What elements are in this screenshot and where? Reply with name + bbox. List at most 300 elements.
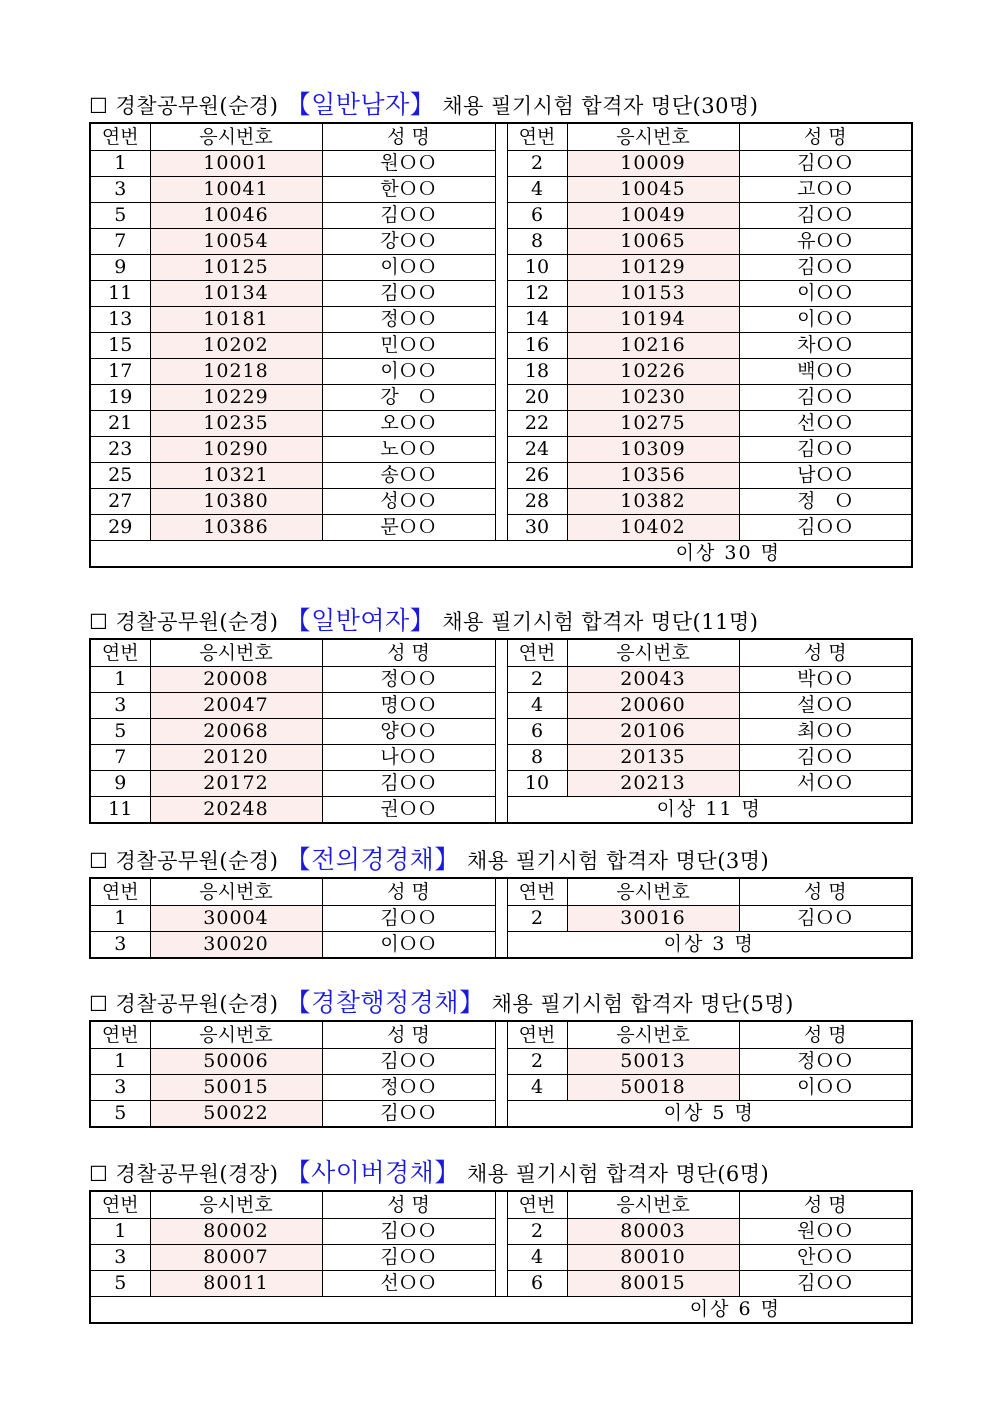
table-row [90,906,912,932]
name-cell: 이ＯＯ [322,932,495,959]
name-cell: 원ＯＯ [322,151,495,177]
column-gap [495,177,507,203]
seq-cell: 10 [507,255,567,281]
header-seq: 연번 [90,878,150,906]
exam-number-cell: 10181 [150,307,322,333]
seq-cell: 5 [90,1101,150,1128]
name-cell: 김ＯＯ [739,255,912,281]
exam-number-cell: 30004 [150,906,322,932]
column-gap [495,1101,507,1128]
exam-number-cell: 10226 [567,359,739,385]
exam-number-cell: 10356 [567,463,739,489]
exam-number-cell: 20213 [567,771,739,797]
exam-number-cell: 10045 [567,177,739,203]
column-gap [495,797,507,824]
seq-cell: 25 [90,463,150,489]
exam-number-cell: 10202 [150,333,322,359]
exam-number-cell: 50015 [150,1075,322,1101]
table-row [90,411,912,437]
total-row [90,1297,912,1324]
column-gap [495,307,507,333]
exam-number-cell: 10230 [567,385,739,411]
name-cell: 이ＯＯ [322,359,495,385]
name-cell: 김ＯＯ [322,771,495,797]
seq-cell: 18 [507,359,567,385]
heading-suffix: 채용 필기시험 합격자 명단(6명) [459,1162,770,1186]
total-row [90,541,912,568]
seq-cell: 5 [90,203,150,229]
name-cell: 선ＯＯ [322,1271,495,1297]
section-heading [89,843,913,877]
exam-number-cell: 10125 [150,255,322,281]
roster-section [89,843,913,959]
header-exam-no: 응시번호 [150,1021,322,1049]
column-gap [495,906,507,932]
name-cell: 문ＯＯ [322,515,495,541]
exam-number-cell: 80003 [567,1219,739,1245]
seq-cell: 28 [507,489,567,515]
heading-suffix: 채용 필기시험 합격자 명단(11명) [435,610,759,634]
table-row [90,203,912,229]
seq-cell: 3 [90,1245,150,1271]
header-seq: 연번 [507,123,567,151]
header-name: 성 명 [322,878,495,906]
name-cell: 나ＯＯ [322,745,495,771]
seq-cell: 5 [90,719,150,745]
column-gap [495,771,507,797]
heading-suffix: 채용 필기시험 합격자 명단(3명) [459,849,770,873]
header-name: 성 명 [739,1021,912,1049]
seq-cell: 20 [507,385,567,411]
seq-cell: 9 [90,771,150,797]
name-cell: 설ＯＯ [739,693,912,719]
header-seq: 연번 [507,1021,567,1049]
column-gap [495,719,507,745]
exam-number-cell: 50018 [567,1075,739,1101]
column-gap [495,932,507,959]
exam-number-cell: 20060 [567,693,739,719]
exam-number-cell: 80007 [150,1245,322,1271]
exam-number-cell: 20135 [567,745,739,771]
column-gap [495,255,507,281]
roster-table [89,877,913,959]
exam-number-cell: 50013 [567,1049,739,1075]
exam-number-cell: 10309 [567,437,739,463]
name-cell: 정ＯＯ [739,1049,912,1075]
exam-number-cell: 80002 [150,1219,322,1245]
table-row [90,177,912,203]
seq-cell: 4 [507,693,567,719]
name-cell: 오ＯＯ [322,411,495,437]
column-gap [495,151,507,177]
exam-number-cell: 20120 [150,745,322,771]
name-cell: 김ＯＯ [739,385,912,411]
name-cell: 양ＯＯ [322,719,495,745]
column-gap [495,1075,507,1101]
column-gap [495,1271,507,1297]
column-gap [495,489,507,515]
exam-number-cell: 10049 [567,203,739,229]
name-cell: 이ＯＯ [739,1075,912,1101]
exam-number-cell: 20248 [150,797,322,824]
exam-number-cell: 10009 [567,151,739,177]
exam-number-cell: 20043 [567,667,739,693]
header-exam-no: 응시번호 [567,878,739,906]
seq-cell: 4 [507,1245,567,1271]
table-row [90,667,912,693]
header-exam-no: 응시번호 [567,123,739,151]
table-row [90,719,912,745]
section-heading [89,604,913,638]
seq-cell: 9 [90,255,150,281]
table-row [90,771,912,797]
table-header-row [90,1021,912,1049]
section-heading [89,1156,913,1190]
table-row [90,463,912,489]
header-exam-no: 응시번호 [567,1021,739,1049]
roster-table [89,638,913,824]
exam-number-cell: 50022 [150,1101,322,1128]
seq-cell: 21 [90,411,150,437]
seq-cell: 29 [90,515,150,541]
seq-cell: 7 [90,745,150,771]
seq-cell: 12 [507,281,567,307]
table-row [90,333,912,359]
exam-number-cell: 20172 [150,771,322,797]
name-cell: 정ＯＯ [322,1075,495,1101]
seq-cell: 16 [507,333,567,359]
exam-number-cell: 80011 [150,1271,322,1297]
name-cell: 백ＯＯ [739,359,912,385]
name-cell: 권ＯＯ [322,797,495,824]
name-cell: 선ＯＯ [739,411,912,437]
table-row [90,281,912,307]
exam-number-cell: 20047 [150,693,322,719]
name-cell: 한ＯＯ [322,177,495,203]
column-gap [495,515,507,541]
header-seq: 연번 [90,1021,150,1049]
column-gap [495,1049,507,1075]
column-gap [495,359,507,385]
heading-category: 【일반남자】 [285,90,436,119]
name-cell: 김ＯＯ [322,906,495,932]
seq-cell: 15 [90,333,150,359]
name-cell: 노ＯＯ [322,437,495,463]
heading-category: 【사이버경채】 [285,1158,460,1187]
header-exam-no: 응시번호 [150,639,322,667]
seq-cell: 3 [90,932,150,959]
name-cell: 성ＯＯ [322,489,495,515]
column-gap [495,1191,507,1219]
exam-number-cell: 10290 [150,437,322,463]
seq-cell: 22 [507,411,567,437]
exam-number-cell: 10194 [567,307,739,333]
table-row [90,1219,912,1245]
total-count: 이상 11 명 [507,797,912,824]
heading-category: 【일반여자】 [285,606,436,635]
seq-cell: 1 [90,1049,150,1075]
name-cell: 김ＯＯ [739,437,912,463]
seq-cell: 6 [507,1271,567,1297]
seq-cell: 4 [507,177,567,203]
seq-cell: 10 [507,771,567,797]
name-cell: 이ＯＯ [739,281,912,307]
header-seq: 연번 [90,639,150,667]
name-cell: 차ＯＯ [739,333,912,359]
name-cell: 김ＯＯ [322,203,495,229]
name-cell: 김ＯＯ [739,745,912,771]
exam-number-cell: 10153 [567,281,739,307]
exam-number-cell: 10134 [150,281,322,307]
seq-cell: 5 [90,1271,150,1297]
total-count: 이상 3 명 [507,932,912,959]
name-cell: 김ＯＯ [322,1101,495,1128]
seq-cell: 26 [507,463,567,489]
exam-number-cell: 20068 [150,719,322,745]
name-cell: 최ＯＯ [739,719,912,745]
seq-cell: 2 [507,906,567,932]
roster-section [89,986,913,1128]
name-cell: 안ＯＯ [739,1245,912,1271]
seq-cell: 3 [90,1075,150,1101]
table-row [90,229,912,255]
column-gap [495,693,507,719]
total-count: 이상 5 명 [507,1101,912,1128]
name-cell: 송ＯＯ [322,463,495,489]
header-seq: 연번 [507,639,567,667]
exam-number-cell: 10235 [150,411,322,437]
heading-prefix: ☐ 경찰공무원(순경) [89,849,286,873]
total-count: 이상 30 명 [90,541,912,568]
exam-number-cell: 20008 [150,667,322,693]
column-gap [495,281,507,307]
roster-table [89,1020,913,1128]
heading-prefix: ☐ 경찰공무원(경장) [89,1162,286,1186]
exam-number-cell: 10275 [567,411,739,437]
name-cell: 김ＯＯ [739,1271,912,1297]
seq-cell: 4 [507,1075,567,1101]
roster-table [89,1190,913,1324]
name-cell: 김ＯＯ [739,906,912,932]
seq-cell: 6 [507,203,567,229]
header-name: 성 명 [739,1191,912,1219]
heading-category: 【경찰행정경채】 [285,988,485,1017]
table-row [90,515,912,541]
table-row [90,693,912,719]
table-header-row [90,1191,912,1219]
header-seq: 연번 [507,1191,567,1219]
roster-section [89,1156,913,1324]
seq-cell: 2 [507,1049,567,1075]
exam-number-cell: 10402 [567,515,739,541]
seq-cell: 13 [90,307,150,333]
seq-cell: 11 [90,797,150,824]
column-gap [495,385,507,411]
table-row [90,385,912,411]
name-cell: 정 Ｏ [739,489,912,515]
exam-number-cell: 80015 [567,1271,739,1297]
name-cell: 이ＯＯ [739,307,912,333]
seq-cell: 14 [507,307,567,333]
header-exam-no: 응시번호 [567,1191,739,1219]
header-name: 성 명 [322,639,495,667]
column-gap [495,667,507,693]
name-cell: 유ＯＯ [739,229,912,255]
name-cell: 정ＯＯ [322,667,495,693]
name-cell: 원ＯＯ [739,1219,912,1245]
table-header-row [90,123,912,151]
name-cell: 박ＯＯ [739,667,912,693]
roster-table [89,122,913,568]
exam-number-cell: 50006 [150,1049,322,1075]
exam-number-cell: 10380 [150,489,322,515]
name-cell: 이ＯＯ [322,255,495,281]
exam-number-cell: 10229 [150,385,322,411]
seq-cell: 3 [90,177,150,203]
heading-suffix: 채용 필기시험 합격자 명단(5명) [484,992,794,1016]
name-cell: 김ＯＯ [322,281,495,307]
column-gap [495,878,507,906]
header-exam-no: 응시번호 [150,123,322,151]
table-row [90,932,912,959]
header-name: 성 명 [322,123,495,151]
seq-cell: 8 [507,229,567,255]
table-row [90,745,912,771]
seq-cell: 1 [90,151,150,177]
exam-number-cell: 10046 [150,203,322,229]
column-gap [495,463,507,489]
seq-cell: 6 [507,719,567,745]
seq-cell: 2 [507,151,567,177]
header-name: 성 명 [322,1191,495,1219]
exam-number-cell: 10129 [567,255,739,281]
name-cell: 민ＯＯ [322,333,495,359]
header-seq: 연번 [90,1191,150,1219]
name-cell: 서ＯＯ [739,771,912,797]
name-cell: 강 Ｏ [322,385,495,411]
column-gap [495,745,507,771]
seq-cell: 7 [90,229,150,255]
exam-number-cell: 10041 [150,177,322,203]
exam-number-cell: 20106 [567,719,739,745]
column-gap [495,229,507,255]
exam-number-cell: 30020 [150,932,322,959]
name-cell: 고ＯＯ [739,177,912,203]
header-exam-no: 응시번호 [150,878,322,906]
table-row [90,1271,912,1297]
heading-prefix: ☐ 경찰공무원(순경) [89,992,286,1016]
exam-number-cell: 30016 [567,906,739,932]
exam-number-cell: 10001 [150,151,322,177]
table-row [90,307,912,333]
table-row [90,1245,912,1271]
name-cell: 김ＯＯ [739,151,912,177]
exam-number-cell: 10382 [567,489,739,515]
table-row [90,1101,912,1128]
exam-number-cell: 10218 [150,359,322,385]
table-row [90,359,912,385]
exam-number-cell: 10386 [150,515,322,541]
seq-cell: 27 [90,489,150,515]
exam-number-cell: 80010 [567,1245,739,1271]
table-row [90,437,912,463]
header-name: 성 명 [739,123,912,151]
column-gap [495,333,507,359]
table-header-row [90,639,912,667]
header-seq: 연번 [507,878,567,906]
column-gap [495,123,507,151]
exam-number-cell: 10321 [150,463,322,489]
seq-cell: 19 [90,385,150,411]
header-name: 성 명 [739,878,912,906]
name-cell: 김ＯＯ [322,1219,495,1245]
name-cell: 김ＯＯ [322,1245,495,1271]
column-gap [495,1021,507,1049]
section-heading [89,986,913,1020]
header-name: 성 명 [322,1021,495,1049]
header-exam-no: 응시번호 [150,1191,322,1219]
seq-cell: 3 [90,693,150,719]
name-cell: 김ＯＯ [322,1049,495,1075]
name-cell: 김ＯＯ [739,515,912,541]
name-cell: 강ＯＯ [322,229,495,255]
name-cell: 정ＯＯ [322,307,495,333]
seq-cell: 23 [90,437,150,463]
seq-cell: 17 [90,359,150,385]
column-gap [495,1245,507,1271]
table-header-row [90,878,912,906]
seq-cell: 8 [507,745,567,771]
heading-suffix: 채용 필기시험 합격자 명단(30명) [435,94,759,118]
exam-number-cell: 10216 [567,333,739,359]
header-exam-no: 응시번호 [567,639,739,667]
column-gap [495,639,507,667]
column-gap [495,1219,507,1245]
total-count: 이상 6 명 [90,1297,912,1324]
table-row [90,489,912,515]
table-row [90,797,912,824]
exam-number-cell: 10065 [567,229,739,255]
roster-section [89,88,913,568]
seq-cell: 2 [507,1219,567,1245]
seq-cell: 1 [90,1219,150,1245]
seq-cell: 24 [507,437,567,463]
table-row [90,1075,912,1101]
column-gap [495,437,507,463]
table-row [90,255,912,281]
seq-cell: 1 [90,667,150,693]
header-seq: 연번 [90,123,150,151]
name-cell: 명ＯＯ [322,693,495,719]
header-name: 성 명 [739,639,912,667]
roster-section [89,604,913,824]
name-cell: 김ＯＯ [739,203,912,229]
seq-cell: 30 [507,515,567,541]
section-heading [89,88,913,122]
table-row [90,1049,912,1075]
column-gap [495,411,507,437]
column-gap [495,203,507,229]
seq-cell: 1 [90,906,150,932]
table-row [90,151,912,177]
heading-category: 【전의경경채】 [285,845,460,874]
name-cell: 남ＯＯ [739,463,912,489]
heading-prefix: ☐ 경찰공무원(순경) [89,94,286,118]
seq-cell: 2 [507,667,567,693]
seq-cell: 11 [90,281,150,307]
heading-prefix: ☐ 경찰공무원(순경) [89,610,286,634]
exam-number-cell: 10054 [150,229,322,255]
